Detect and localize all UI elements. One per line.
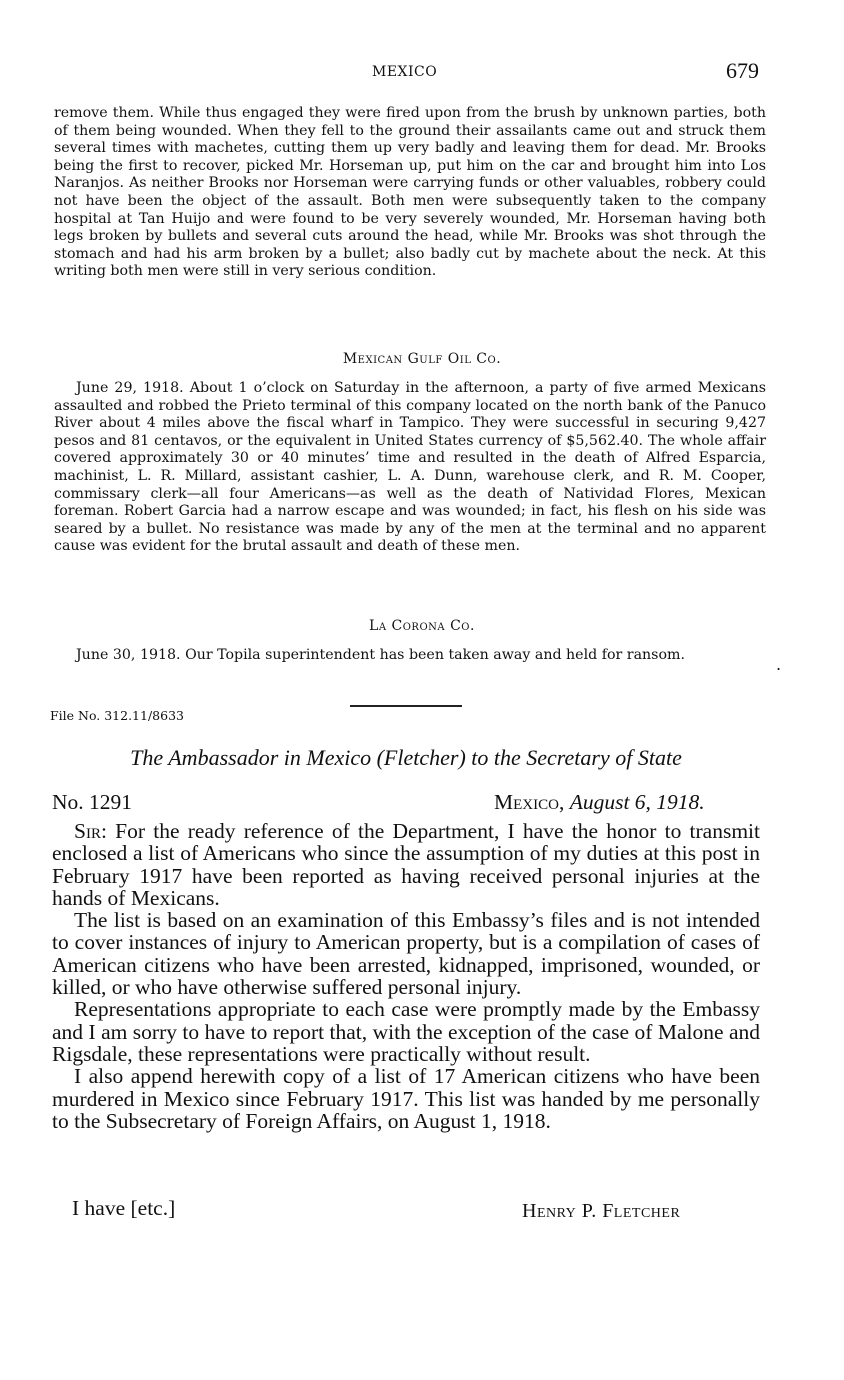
letter-paragraph: I also append herewith copy of a list of 17 American citizens who have been murdered in Mexico since February 1917. This list was handed by me personally to the Subsecretary of Foreign Affairs, on August 1, 1918. bbox=[52, 1064, 760, 1133]
section-title-la-corona: La Corona Co. bbox=[369, 618, 475, 634]
section-la-corona bbox=[54, 647, 766, 665]
letter-heading: The Ambassador in Mexico (Fletcher) to the Secretary of State bbox=[130, 745, 682, 770]
continuation-paragraph: remove them. While thus engaged they were fired upon from the brush by unknown parties, both of them being wounded. When they fell to the ground their assailants came out and struck them several times with machetes, cutting them up very badly and leaving them for dead. Mr. Brooks being the first to recover, picked Mr. Horseman up, put him on the car and brought him into Los Naranjos. As neither Brooks nor Horseman were carrying funds or other valuables, robbery could not have been the object of the assault. Both men were subsequently taken to the company hospital at Tan Huijo and were found to be very severely wounded, Mr. Horseman having both legs broken by bullets and several cuts around the head, while Mr. Brooks was shot through the stomach and had his arm broken by a bullet; also badly cut by machete about the neck. At this writing both men were still in very serious condition. bbox=[54, 105, 766, 280]
section-mexican-gulf bbox=[54, 380, 766, 556]
section-paragraph: June 30, 1918. Our Topila superintendent has been taken away and held for ransom. bbox=[76, 647, 685, 663]
section-title-mexican-gulf: Mexican Gulf Oil Co. bbox=[342, 351, 502, 367]
running-head bbox=[0, 58, 844, 88]
letter-number: No. 1291 bbox=[52, 790, 133, 814]
running-head-title: MEXICO bbox=[372, 64, 438, 80]
letter-dateline bbox=[494, 790, 705, 815]
section-divider bbox=[350, 705, 462, 707]
continuation-block bbox=[54, 105, 766, 281]
letter-paragraph: The list is based on an examination of this Embassy’s files and is not intended to cover instances of injury to American property, but is a compilation of cases of American citizens who have been arrested, kidnapped, imprisoned, wounded, or killed, or who have otherwise suffered personal injury. bbox=[52, 908, 760, 1000]
letter-paragraph bbox=[52, 820, 760, 909]
salutation: Sir: bbox=[74, 819, 107, 843]
signature: Henry P. Fletcher bbox=[522, 1200, 681, 1222]
letter-date: August 6, 1918. bbox=[569, 790, 705, 814]
letter-closing: I have [etc.] bbox=[72, 1196, 176, 1220]
letter-paragraph: Representations appropriate to each case were promptly made by the Embassy and I am sorry to have to report that, with the exception of the case of Malone and Rigsdale, these representations were practically without result. bbox=[52, 997, 760, 1066]
letter-body bbox=[52, 820, 760, 1132]
trailing-mark: . bbox=[776, 655, 782, 674]
page-number: 679 bbox=[726, 58, 759, 83]
letter-paragraph-text: For the ready reference of the Department, I have the honor to transmit enclosed a list of Americans who since the assumption of my duties at this post in February 1917 have been reported as having received personal injuries at the hands of Mexicans. bbox=[52, 819, 760, 910]
file-number: File No. 312.11/8633 bbox=[50, 708, 184, 723]
section-paragraph: June 29, 1918. About 1 o’clock on Saturday in the afternoon, a party of five armed Mexicans assaulted and robbed the Prieto terminal of this company located on the north bank of the Panuco River about 4 miles above the fiscal wharf in Tampico. They were successful in securing 9,427 pesos and 81 centavos, or the equivalent in United States currency of $5,562.40. The whole affair covered approximately 30 or 40 minutes’ time and resulted in the death of Alfred Esparcia, machinist, L. R. Millard, assistant cashier, L. A. Dunn, warehouse clerk, and R. M. Cooper, commissary clerk—all four Americans—as well as the death of Natividad Flores, Mexican foreman. Robert Garcia had a narrow escape and was wounded; in fact, his flesh on his side was seared by a bullet. No resistance was made by any of the men at the terminal and no apparent cause was evident for the brutal assault and death of these men. bbox=[54, 380, 766, 555]
letter-place: Mexico, bbox=[494, 790, 565, 814]
